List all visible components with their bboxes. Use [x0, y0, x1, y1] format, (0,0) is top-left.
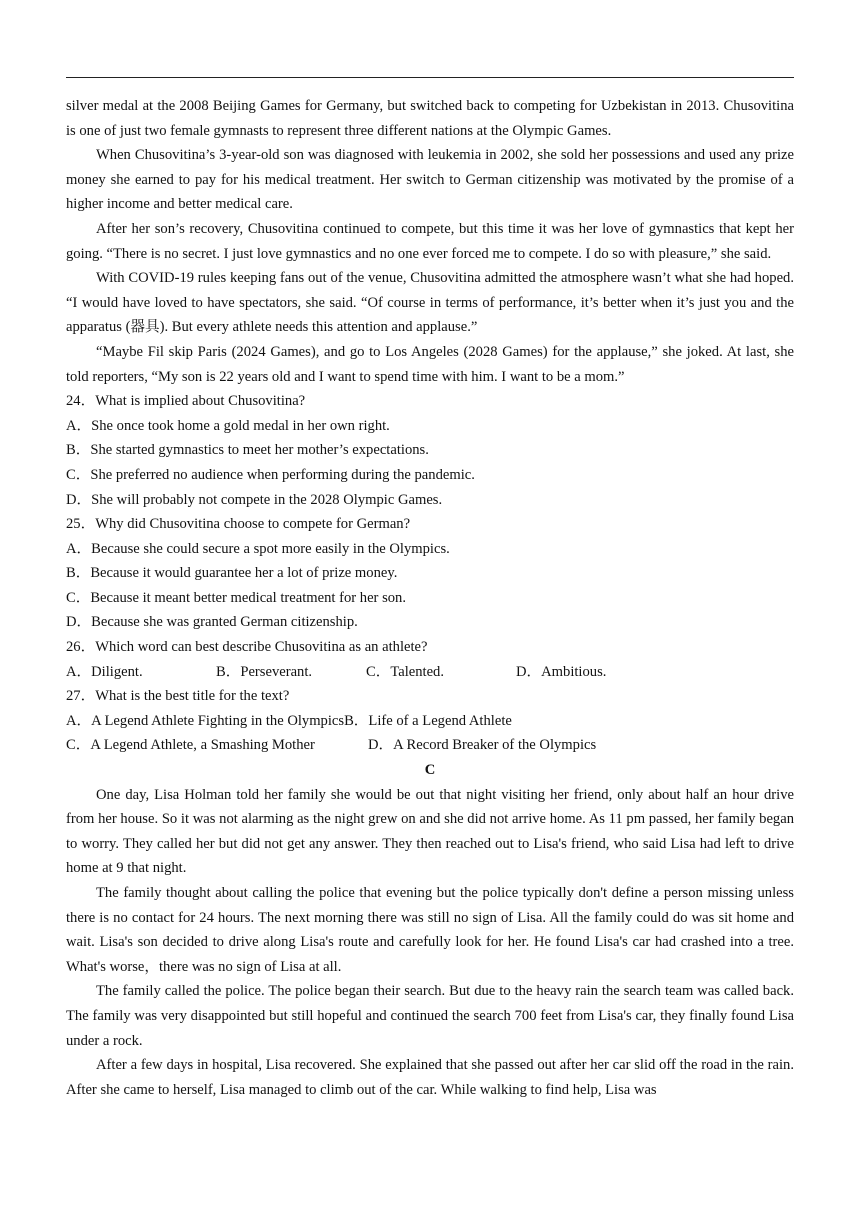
question-24-option-a: A．She once took home a gold medal in her own right. [66, 417, 390, 434]
question-26-option-c: C．Talented. [366, 663, 445, 680]
section-heading: C [424, 762, 436, 779]
question-24-option-c: C．She preferred no audience when performing during the pandemic. [66, 466, 475, 483]
question-24-option-b: B．She started gymnastics to meet her mother’s expectations. [66, 442, 429, 459]
passage-b-paragraph-5: “Maybe Fil skip Paris (2024 Games), and go to Los Angeles (2028 Games) for the applause,” she joked. At last, she told reporters, “My son is 22 years old and I want to spend time with him. I want to be a mom.” [66, 343, 794, 385]
question-26-stem: 26．Which word can best describe Chusovitina as an athlete? [66, 639, 428, 656]
question-25-option-d: D．Because she was granted German citizenship. [66, 614, 358, 631]
passage-b-paragraph-4: With COVID-19 rules keeping fans out of the venue, Chusovitina admitted the atmosphere wasn’t what she had hoped. “I would have loved to have spectators, she said. “Of course in terms of performance, it’s better when it’s just you and the apparatus (器具). But every athlete needs this attention and applause.” [66, 270, 794, 336]
document-body [66, 94, 794, 1102]
question-27-option-b: B．Life of a Legend Athlete [344, 712, 512, 729]
passage-c-paragraph-4: After a few days in hospital, Lisa recovered. She explained that she passed out after her car slid off the road in the rain. After she came to herself, Lisa managed to climb out of the car. While walking to find help, Lisa was [66, 1057, 794, 1098]
question-25-option-b: B．Because it would guarantee her a lot of prize money. [66, 565, 398, 582]
header-rule [66, 77, 794, 78]
question-27-option-d: D．A Record Breaker of the Olympics [368, 737, 597, 754]
question-27-options-row-1 [66, 709, 794, 734]
question-26-option-a: A．Diligent. [66, 663, 143, 680]
passage-b-paragraph-3: After her son’s recovery, Chusovitina continued to compete, but this time it was her love of gymnastics that kept her going. “There is no secret. I just love gymnastics and no one ever forced me to compete. I do so with pleasure,” she said. [66, 220, 794, 262]
question-26-option-d: D．Ambitious. [516, 663, 607, 680]
question-24-option-d: D．She will probably not compete in the 2028 Olympic Games. [66, 491, 443, 508]
passage-b-paragraph-1: silver medal at the 2008 Beijing Games for Germany, but switched back to competing for Uzbekistan in 2013. Chusovitina is one of just two female gymnasts to represent three different nations at the Olympic Games. [66, 98, 794, 139]
question-27-stem: 27．What is the best title for the text? [66, 688, 290, 705]
question-26-options [66, 660, 794, 685]
passage-c-paragraph-1: One day, Lisa Holman told her family she would be out that night visiting her friend, only about half an hour drive from her house. So it was not alarming as the night grew on and she did not arrive home. As 11 pm passed, her family began to worry. They called her but did not get any answer. They then reached out to Lisa's friend, who said Lisa had left to drive home at 9 that night. [66, 786, 794, 877]
passage-b-paragraph-2: When Chusovitina’s 3-year-old son was diagnosed with leukemia in 2002, she sold her possessions and used any prize money she earned to pay for his medical treatment. Her switch to German citizenship was motivated by the promise of a higher income and better medical care. [66, 147, 794, 213]
question-27-options-row-2 [66, 733, 794, 758]
question-25-stem: 25．Why did Chusovitina choose to compete for German? [66, 516, 411, 533]
question-25-option-c: C．Because it meant better medical treatment for her son. [66, 589, 406, 606]
passage-c-paragraph-2: The family thought about calling the police that evening but the police typically don't define a person missing unless there is no contact for 24 hours. The next morning there was still no sign of Lisa. All the family could do was sit home and wait. Lisa's son decided to drive along Lisa's route and carefully look for her. He found Lisa's car had crashed into a tree. What's worse，there was no sign of Lisa at all. [66, 885, 794, 975]
question-25-option-a: A．Because she could secure a spot more easily in the Olympics. [66, 540, 450, 557]
question-27-option-a: A．A Legend Athlete Fighting in the Olympics [66, 712, 345, 729]
question-24-stem: 24．What is implied about Chusovitina? [66, 393, 306, 410]
passage-c-paragraph-3: The family called the police. The police began their search. But due to the heavy rain the search team was called back. The family was very disappointed but still hopeful and continued the search 700 feet from Lisa's car, they finally found Lisa under a rock. [66, 983, 794, 1049]
question-26-option-b: B．Perseverant. [216, 663, 313, 680]
question-27-option-c: C．A Legend Athlete, a Smashing Mother [66, 737, 315, 754]
